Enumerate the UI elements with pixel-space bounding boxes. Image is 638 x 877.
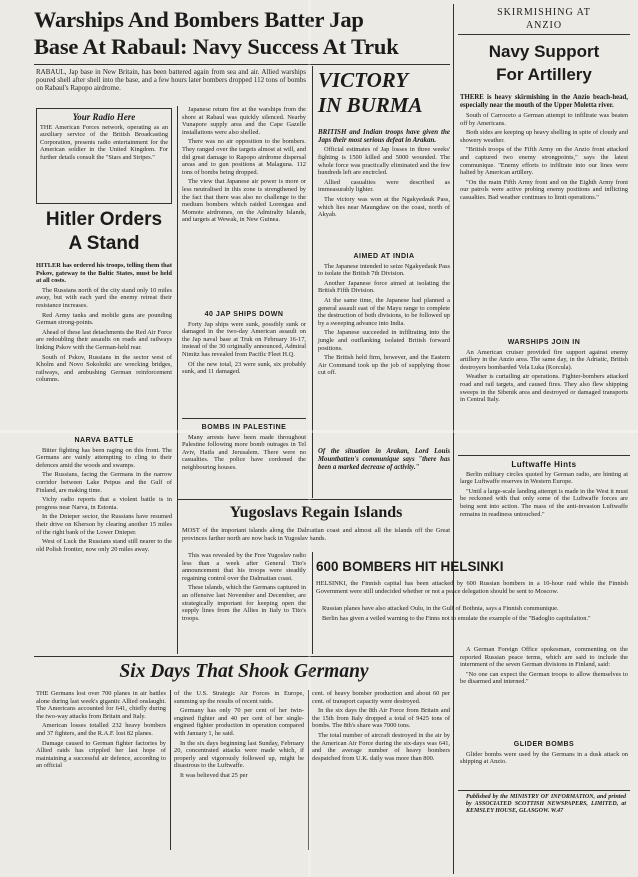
luftwaffe-para: Berlin military circles quoted by German radio, are hinting at large Luftwaffe reserves in Western Europe. [460,470,628,486]
burma-para: The victory was won at the Ngakyedauk Pass, which lies near Maungdaw on the coast, north of Akyab. [318,195,450,219]
anzio-story [460,94,628,334]
six-days-para: In the six days the 8th Air Force from Britain and the 15th from Italy dropped a total of 9425 tons of bombs. The 8th's share was 7000 tons. [312,707,450,730]
rabaul-col2 [182,106,306,306]
six-days-col2 [174,690,304,850]
burma-closing [318,448,450,496]
truk-para: Of the new total, 23 were sunk, six probably sunk, and 11 damaged. [182,360,306,376]
hitler-para: Red Army tanks and mobile guns are pounding German strong-points. [36,311,172,327]
imprint [466,794,626,834]
six-days-col3 [312,690,450,850]
helsinki-lead [316,580,628,604]
hitler-headline [36,208,172,258]
yugoslavs-para: These islands, which the Germans captured in an offensive last November and December, are strategically important for keeping open the supply lines from the Allies in Italy to Tito's troops. [182,584,306,622]
anzio-para: Both sides are keeping up heavy shelling in spite of cloudy and showery weather. [460,129,628,144]
truk-para: Forty Jap ships were sunk, possibly sunk or damaged in the two-day American assault on the Jap naval base at Truk on February 16-17, instead of the 30 originally announced, Admiral Nimitz has revealed from Pacific Fleet H.Q. [182,320,306,358]
burma-headline [318,68,450,124]
aimed-heading: AIMED AT INDIA [353,253,415,260]
narva-para: In the Dnieper sector, the Russians have resumed their drive on Kherson by clearing another 15 miles of the right bank of the Lower Dnieper. [36,513,172,536]
narva-para: Bitter fighting has been raging on this front. The Germans are vainly attempting to cling to their defences amid the woods and swamps. [36,446,172,469]
aimed-para: At the same time, the Japanese had planned a general assault east of the Mayu range to complete the destruction of both divisions, to be followed up by a sweeping advance into India. [318,296,450,327]
helsinki-para: "No one can expect the German troops to allow themselves to be disarmed and interned." [460,670,628,686]
hitler-lead: HITLER has ordered his troops, telling them that Pskov, gateway to the Baltic States, must be held at all costs. [36,262,172,285]
yugoslavs-lead-text: MOST of the important islands along the Dalmatian coast and almost all the islands off the Great provinces farther north are now back in Yugoslav hands. [182,527,450,542]
luftwaffe-section [460,458,628,552]
six-days-para: American losses totalled 232 heavy bombers and 37 fighters, and the R.A.F. lost 82 planes. [36,722,166,737]
six-days-para: In the six days beginning last Sunday, February 20, concentrated attacks were made which, if properly and vigorously followed up, might be disastrous to the Luftwaffe. [174,739,304,770]
narva-heading: NARVA BATTLE [74,437,134,444]
burma-headline-line1: VICTORY [318,68,409,92]
anzio-para: "British troops of the Fifth Army on the Anzio front attacked and captured two enemy strongpoints," says the latest communique. "Enemy efforts to infiltrate into our lines were halted by American artillery. [460,146,628,177]
yugoslavs-story [182,552,306,652]
warships-section [460,336,628,452]
helsinki-col-right [460,646,628,736]
anzio-kicker [458,6,630,35]
helsinki-para: Russian planes have also attacked Oulu, in the Gulf of Bothnia, says a Finnish communique. [322,605,559,612]
aimed-para: The Japanese succeeded in infiltrating into the jungle and outflanking isolated British forward positions. [318,329,450,352]
six-days-headline: Six Days That Shook Germany [119,661,369,682]
six-days-para: It was believed that 25 per [180,771,248,779]
narva-para: The Russians, facing the Germans in the narrow corridor between Lake Peipus and the Gulf of Finland, are making time. [36,471,172,494]
narva-para: Vichy radio reports that a violent battle is in progress near Narva, in Estonia. [36,496,172,511]
glider-text: Glider bombs were used by the Germans in a dusk attack on shipping at Anzio. [460,750,628,766]
six-days-col1 [36,690,166,850]
luftwaffe-heading: Luftwaffe Hints [511,460,577,469]
aimed-para: The Japanese intended to seize Ngakyedauk Pass to isolate the British 7th Division. [318,262,450,278]
aimed-para: Another Japanese force aimed at isolating the British Fifth Division. [318,279,450,295]
main-headline [34,6,452,62]
helsinki-para: A German Foreign Office spokesman, commenting on the reported Russian peace terms, which are said to include the internment of the seven German divisions in Finland, said: [460,646,628,669]
anzio-para: South of Carroceto a German attempt to infiltrate was beaten off by Americans. [460,112,628,127]
six-days-para: THE Germans lost over 700 planes in air battles alone during last week's gigantic Allied onslaught. The Americans accounted for 641, chiefly during the two-way attacks from Britain and Italy. [36,690,166,720]
rabaul-para: There was no air opposition to the bombers. They ranged over the targets almost at will, and did great damage to Rapopo airdrome dispersal areas and to gun positions at Malaguna. 112 tons of bombs being dropped. [182,138,306,176]
anzio-headline-line2: For Artillery [496,65,592,84]
anzio-headline-line1: Navy Support [488,42,600,61]
burma-headline-line2: IN BURMA [318,93,423,117]
burma-story [318,128,450,248]
anzio-lead: THERE is heavy skirmishing in the Anzio beach-head, especially near the mouth of the Upper Moletta river. [460,94,628,109]
paper-fold [0,430,638,433]
warships-para: An American cruiser provided fire support against enemy artillery in the Anzio area. The same day, in the Adriatic, British destroyers bombarded Vela Luka (Korcula). [460,348,628,371]
anzio-kicker-line1: SKIRMISHING AT [497,7,591,18]
helsinki-para: Berlin has given a veiled warning to the Finns not to emulate the example of the "Badoglio capitulation." [322,614,591,622]
radio-box-title: Your Radio Here [72,112,136,122]
burma-para: Allied casualties were described as immeasurably lighter. [318,178,450,194]
yugoslavs-para: This was revealed by the Free Yugoslav radio less than a week after General Tito's announcement that his troops were steadily regaining control over the Dalmatian coast. [182,552,306,582]
burma-para: Official estimates of Jap losses in three weeks' fighting is 1500 killed and 5000 wounded. The whole force was practically eliminated and the few hundreds left are encircled. [318,146,450,177]
yugoslavs-lead [182,527,450,551]
hitler-para: The Russians north of the city stand only 10 miles away, but with each yard the enemy retreat their resistance increases. [36,286,172,309]
burma-intro: BRITISH and Indian troops have given the Japs their most serious defeat in Arakan. [318,128,450,145]
glider-section [460,738,628,788]
aimed-para: The British held firm, however, and the Eastern Air Command took up the job of supplying those cut off. [318,354,450,377]
six-days-para: of the U.S. Strategic Air Forces in Europe, summing up the results of recent raids. [174,690,304,705]
hitler-para: South of Pskov, Russians in the sector west of Kholm and Novo Sokolniki are wrecking bridges, railways, and ambushing German reinforcement columns. [36,353,172,384]
hitler-headline-line2: A Stand [68,233,140,254]
rabaul-lead-text: RABAUL, Jap base in New Britain, has been battered again from sea and air. Allied warships poured shell after shell into the base, and a few hours later bombers dropped 112 tons of bombs on Rabaul's Rapopo airdrome. [36,68,306,92]
paper-fold [308,0,311,877]
main-headline-line1: Warships And Bombers Batter Jap [34,7,364,32]
warships-heading: WARSHIPS JOIN IN [507,339,581,346]
rabaul-lead [36,68,306,104]
yugoslavs-headline: Yugoslavs Regain Islands [229,504,403,521]
hitler-para: Ahead of these last detachments the Red Air Force are redoubling their assaults on roads and railways linking Pskov with the German-held rear. [36,328,172,351]
hitler-story [36,262,172,432]
narva-section [36,434,172,654]
helsinki-lead-text: HELSINKI, the Finnish capital has been attacked by 600 Russian bombers in a 10-hour raid while the Finnish Government were still undecided whether or not a peace delegation should be sent to Moscow. [316,580,628,595]
rabaul-para: Japanese return fire at the warships from the shore at Rabaul was quickly silenced. Nearby Vunapore supply area and the Cape Gazelle installations were also shelled. [182,106,306,136]
helsinki-paras [316,605,628,645]
truk-heading: 40 JAP SHIPS DOWN [204,311,284,318]
anzio-kicker-line2: ANZIO [525,20,563,31]
six-days-para: cent. of heavy bomber production and about 60 per cent. of transport capacity were destroyed. [312,690,450,705]
glider-heading: GLIDER BOMBS [513,741,575,748]
helsinki-headline: 600 BOMBERS HIT HELSINKI [316,559,504,574]
six-days-para: Germany has only 70 per cent of her twin-engined fighter and 40 per cent of her single-engined fighter production in operation compared with January 1, he said. [174,707,304,737]
narva-para: West of Luck the Russians stand still nearer to the old Polish frontier, now only 20 miles away. [36,538,172,553]
anzio-headline [458,40,630,90]
aimed-section [318,250,450,446]
radio-box [36,108,172,204]
six-days-para: The total number of aircraft destroyed in the air by the American Air Force during the six-days was 641, and the average number of heavy bombers despatched from U.K. daily was more than 800. [312,731,450,762]
palestine-heading: BOMBS IN PALESTINE [201,424,287,431]
truk-section [182,308,306,416]
hitler-headline-line1: Hitler Orders [45,209,163,230]
six-days-para: Damage caused to German fighter factories by Allied raids has crippled her last hope of maintaining a successful air defence, according to an official [36,739,166,770]
imprint-text: Published by the MINISTRY OF INFORMATION, and printed by ASSOCIATED SCOTTISH NEWSPAPERS, LIMITED, at KEMSLEY HOUSE, GLASGOW. W.47 [466,794,626,814]
main-headline-line2: Base At Rabaul: Navy Success At Truk [34,34,399,59]
warships-para: Weather is curtailing air operations. Fighter-bombers attacked road and rail targets, and caused fires. They also flew shipping sweeps in the Sibenik area and destroyed or damaged transports in Central Italy. [460,373,628,404]
rabaul-para: The view that Japanese air power is more or less neutralised in this zone is strengthened by the fact that there was also no challenge to the medium bombers which raided Lorengau and Momote airdromes, on the Admiralty Islands, and targets at Wewak, in New Guinea. [182,178,306,224]
radio-box-text: THE American Forces network, operating as an auxiliary service of the British Broadcasting Corporation, presents radio entertainment for the American soldier in the United Kingdom. For further details consult the "Stars and Stripes." [40,124,168,161]
burma-closing-text: Of the situation in Arakan, Lord Louis Mountbatten's communique says "there has been a marked decrease of activity." [318,448,450,471]
luftwaffe-para: "Until a large-scale landing attempt is made in the West it must be reckoned with that only some of the Luftwaffe forces are being sent into action. The mass of the anti-invasion Luftwaffe remains in readiness untouched." [460,487,628,518]
palestine-text: Many arrests have been made throughout Palestine following more bomb outrages in Tel Aviv, Haifa and Jerusalem. There were no casualties. The police have cordoned the neighbouring houses. [182,433,306,471]
anzio-para: "On the main Fifth Army front and on the Eighth Army front our patrols were active probing enemy positions and inflicting casualties. Bad weather continues to limit operations." [460,178,628,201]
